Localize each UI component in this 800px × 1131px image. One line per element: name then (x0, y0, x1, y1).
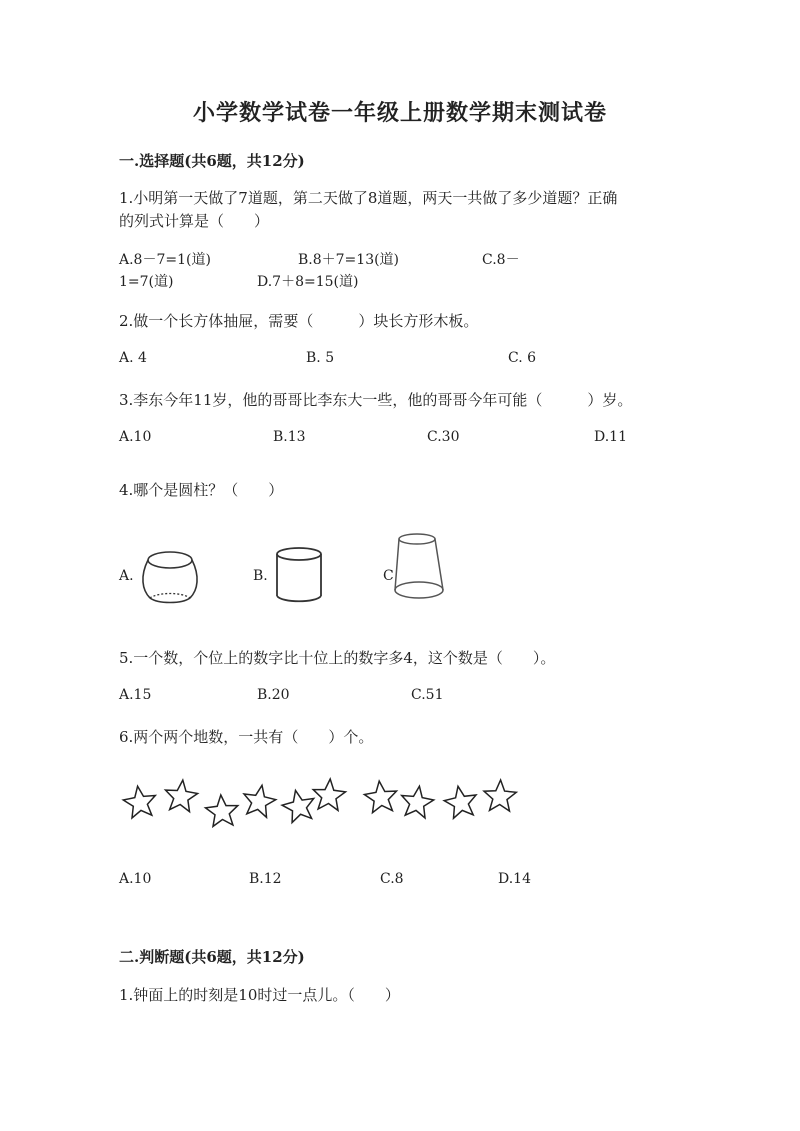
question-3-option-a: A.10 (119, 429, 152, 445)
question-2-option-c: C. 6 (508, 350, 537, 366)
question-3-option-c: C.30 (427, 429, 460, 445)
question-6-option-c: C.8 (380, 871, 404, 887)
question-1-text-cont: 的列式计算是（ ） (119, 212, 270, 230)
question-6-option-d: D.14 (498, 871, 531, 887)
question-1-option-c: C.8－ (482, 252, 520, 268)
question-4-option-b: B. (253, 568, 268, 584)
question-4-option-c: C (383, 568, 394, 584)
question-4-option-a: A. (119, 568, 134, 584)
question-5-option-c: C.51 (411, 687, 444, 703)
page-title: 小学数学试卷一年级上册数学期末测试卷 (192, 100, 607, 126)
star-icon (166, 780, 198, 812)
question-2-option-a: A. 4 (119, 350, 147, 366)
question-1-option-d: D.7＋8=15(道) (257, 274, 359, 290)
question-1-option-c-cont: 1=7(道) (119, 274, 174, 290)
question-3-text: 3.李东今年11岁，他的哥哥比李东大一些，他的哥哥今年可能（ ）岁。 (119, 391, 633, 409)
question-3-option-b: B.13 (273, 429, 306, 445)
star-icon (123, 786, 155, 818)
question-1-text: 1.小明第一天做了7道题，第二天做了8道题，两天一共做了多少道题？正确 (119, 189, 618, 207)
question-2-text: 2.做一个长方体抽屉，需要（ ）块长方形木板。 (119, 312, 479, 330)
star-icon (364, 781, 396, 813)
question-1-option-b: B.8＋7=13(道) (298, 252, 400, 268)
section-heading-choice: 一.选择题(共6题，共12分) (119, 152, 305, 170)
question-4-text: 4.哪个是圆柱？（ ） (119, 481, 284, 499)
question-1-option-a: A.8－7=1(道) (119, 252, 211, 268)
section-heading-judgement: 二.判断题(共6题，共12分) (119, 948, 305, 966)
star-icon (313, 779, 345, 810)
star-icon (206, 795, 238, 826)
question-6-option-a: A.10 (119, 871, 152, 887)
star-icon (402, 786, 434, 818)
star-icon (444, 786, 476, 818)
question-6-option-b: B.12 (249, 871, 282, 887)
judgement-question-1-text: 1.钟面上的时刻是10时过一点儿。（ ） (119, 986, 400, 1004)
question-5-option-a: A.15 (119, 687, 152, 703)
star-icon (282, 790, 314, 822)
star-icon (484, 780, 516, 811)
question-5-option-b: B.20 (257, 687, 290, 703)
star-icon (244, 785, 276, 817)
question-3-option-d: D.11 (594, 429, 627, 445)
question-5-text: 5.一个数，个位上的数字比十位上的数字多4，这个数是（ ）。 (119, 649, 556, 667)
question-2-option-b: B. 5 (306, 350, 335, 366)
question-6-text: 6.两个两个地数，一共有（ ）个。 (119, 728, 374, 746)
